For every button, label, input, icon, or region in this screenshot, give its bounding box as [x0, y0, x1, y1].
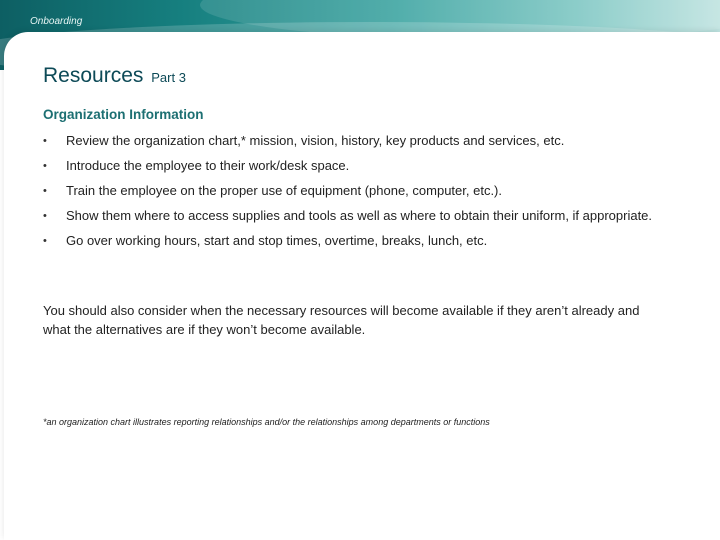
list-item-text: Train the employee on the proper use of equipment (phone, computer, etc.).: [66, 183, 502, 198]
bullet-list: [43, 131, 663, 256]
bullet-icon: •: [43, 235, 47, 247]
bullet-icon: •: [43, 160, 47, 172]
list-item-text: Introduce the employee to their work/desk space.: [66, 158, 350, 173]
bullet-icon: •: [43, 135, 47, 147]
section-heading: Organization Information: [43, 107, 204, 122]
header-label: Onboarding: [30, 16, 83, 27]
bullet-icon: •: [43, 185, 47, 197]
list-item-text: Show them where to access supplies and tools as well as where to obtain their uniform, if appropriate.: [66, 208, 653, 223]
bullet-icon: •: [43, 210, 47, 222]
list-item: [43, 156, 663, 176]
list-item: [43, 181, 663, 201]
list-item: [43, 131, 663, 151]
list-item: [43, 231, 663, 251]
footnote: *an organization chart illustrates reporting relationships and/or the relationships among departments or functions: [43, 417, 490, 427]
list-item-text: Review the organization chart,* mission, vision, history, key products and services, etc.: [66, 133, 565, 148]
page-title: [43, 64, 186, 88]
list-item-text: Go over working hours, start and stop times, overtime, breaks, lunch, etc.: [66, 233, 488, 248]
body-paragraph: You should also consider when the necessary resources will become available if they aren’t already and what the alternatives are if they won’t become available.: [43, 303, 640, 337]
title-subtitle: Part 3: [151, 70, 186, 85]
list-item: [43, 206, 663, 226]
title-text: Resources: [43, 64, 144, 87]
